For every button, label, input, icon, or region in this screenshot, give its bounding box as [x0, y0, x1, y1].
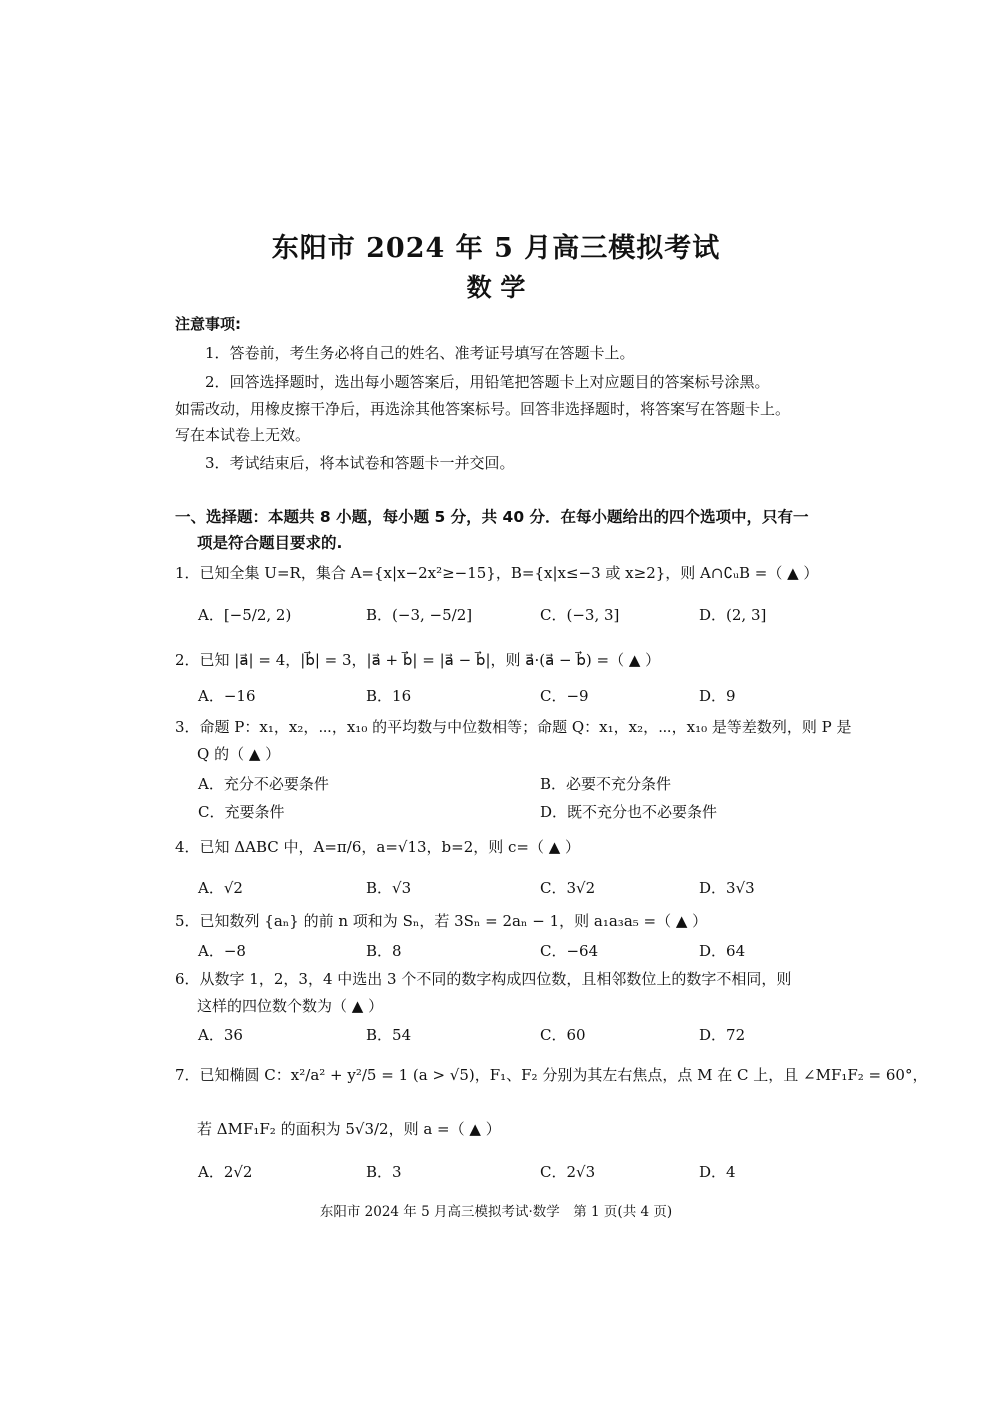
notice-item-2: 2．回答选择题时，选出每小题答案后，用铅笔把答题卡上对应题目的答案标号涂黑。	[205, 373, 770, 391]
section-heading: 一、选择题：本题共 8 小题，每小题 5 分，共 40 分．在每小题给出的四个选项中，只有一	[175, 508, 809, 526]
question-6-stem-cont: 这样的四位数个数为（ ▲ ）	[197, 997, 384, 1015]
question-7-option-a: A．2√2	[198, 1163, 253, 1181]
question-3-option-a: A．充分不必要条件	[198, 775, 329, 793]
question-7-stem-cont: 若 ΔMF₁F₂ 的面积为 5√3/2，则 a =（ ▲ ）	[197, 1120, 501, 1138]
question-1-option-a: A．[−5/2, 2)	[198, 606, 292, 624]
notice-item-1: 1．答卷前，考生务必将自己的姓名、准考证号填写在答题卡上。	[205, 344, 635, 362]
question-5-option-b: B．8	[366, 942, 402, 960]
page-footer: 东阳市 2024 年 5 月高三模拟考试·数学 第 1 页(共 4 页)	[319, 1204, 673, 1220]
notice-item-3: 3．考试结束后，将本试卷和答题卡一并交回。	[205, 454, 515, 472]
question-5-stem: 5．已知数列 {aₙ} 的前 n 项和为 Sₙ，若 3Sₙ = 2aₙ − 1，则 a₁a₃a₅ =（ ▲ ）	[175, 912, 708, 930]
question-6-option-a: A．36	[198, 1026, 243, 1044]
question-3-option-d: D．既不充分也不必要条件	[540, 803, 718, 821]
question-4-stem: 4．已知 ΔABC 中，A=π/6，a=√13，b=2，则 c=（ ▲ ）	[175, 838, 581, 856]
question-4-option-d: D．3√3	[699, 879, 755, 897]
exam-subject: 数 学	[466, 273, 526, 302]
question-3-stem: 3．命题 P：x₁，x₂，⋯，x₁₀ 的平均数与中位数相等；命题 Q：x₁，x₂，⋯，x₁₀ 是等差数列，则 P 是	[175, 718, 852, 736]
question-4-option-b: B．√3	[366, 879, 412, 897]
notice-item-2-cont2: 写在本试卷上无效。	[175, 426, 311, 444]
question-1-stem: 1．已知全集 U=R，集合 A={x|x−2x²≥−15}，B={x|x≤−3 或 x≥2}，则 A∩∁ᵤB =（ ▲ ）	[175, 564, 819, 582]
question-5-option-c: C．−64	[540, 942, 599, 960]
question-1-option-c: C．(−3, 3]	[540, 606, 620, 624]
question-2-option-b: B．16	[366, 687, 412, 705]
question-6-option-b: B．54	[366, 1026, 412, 1044]
question-7-option-b: B．3	[366, 1163, 402, 1181]
question-6-stem: 6．从数字 1，2，3，4 中选出 3 个不同的数字构成四位数，且相邻数位上的数字不相同，则	[175, 970, 792, 988]
question-4-option-a: A．√2	[198, 879, 243, 897]
question-5-option-a: A．−8	[198, 942, 246, 960]
question-2-option-c: C．−9	[540, 687, 589, 705]
question-1-option-d: D．(2, 3]	[699, 606, 767, 624]
question-2-option-d: D．9	[699, 687, 736, 705]
question-7-option-c: C．2√3	[540, 1163, 596, 1181]
question-6-option-d: D．72	[699, 1026, 746, 1044]
question-6-option-c: C．60	[540, 1026, 586, 1044]
section-heading-cont: 项是符合题目要求的.	[197, 534, 343, 552]
question-2-option-a: A．−16	[198, 687, 256, 705]
question-3-stem-cont: Q 的（ ▲ ）	[197, 745, 281, 763]
question-5-option-d: D．64	[699, 942, 746, 960]
question-1-option-b: B．(−3, −5/2]	[366, 606, 473, 624]
question-7-stem: 7．已知椭圆 C：x²/a² + y²/5 = 1 (a > √5)，F₁、F₂ 分别为其左右焦点，点 M 在 C 上，且 ∠MF₁F₂ = 60°，	[175, 1066, 928, 1084]
question-2-stem: 2．已知 |a⃗| = 4，|b⃗| = 3，|a⃗ + b⃗| = |a⃗ − b⃗|，则 a⃗·(a⃗ − b⃗) =（ ▲ ）	[175, 651, 661, 669]
question-7-option-d: D．4	[699, 1163, 736, 1181]
notice-item-2-cont: 如需改动，用橡皮擦干净后，再选涂其他答案标号。回答非选择题时，将答案写在答题卡上。	[175, 400, 791, 418]
notice-heading: 注意事项:	[175, 315, 241, 333]
question-3-option-b: B．必要不充分条件	[540, 775, 672, 793]
exam-title: 东阳市 2024 年 5 月高三模拟考试	[271, 233, 721, 264]
question-3-option-c: C．充要条件	[198, 803, 285, 821]
question-4-option-c: C．3√2	[540, 879, 596, 897]
